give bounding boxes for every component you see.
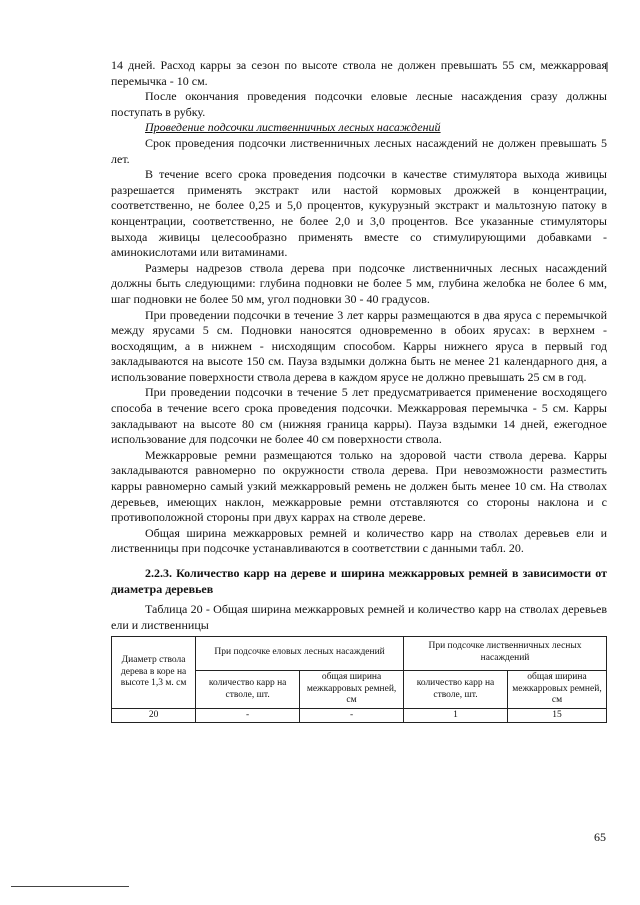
subheader-spruce-count: количество карр на стволе, шт. bbox=[196, 671, 300, 709]
paragraph-10: Общая ширина межкарровых ремней и количество карр на стволах деревьев ели и лиственницы при подсочке устанавливаются в соответствии с данными табл. 20. bbox=[111, 525, 607, 556]
subheader-spruce-width: общая ширина межкарровых ремней, см bbox=[300, 671, 404, 709]
paragraph-6: Размеры надрезов ствола дерева при подсочке лиственничных лесных насаждений должны быть следующими: глубина подновки не более 5 мм, глубина желобка не более 6 мм, шаг подновки не более 50 мм, угол подновки 30 - 40 градусов. bbox=[111, 260, 607, 306]
table-caption: Таблица 20 - Общая ширина межкарровых ремней и количество карр на стволах деревьев ели и лиственницы bbox=[111, 602, 607, 632]
paragraph-7: При проведении подсочки в течение 3 лет карры размещаются в два яруса с перемычкой между ярусами 5 см. Подновки наносятся одновременно в обоих ярусах: в верхнем - восходящим, а в нижнем - нисходящим способом. Карры нижнего яруса в первый год закладываются на высоте 150 см. Пауза вздымки должна быть не менее 21 календарного дня, а использование поверхности ствола дерева в каждом ярусе не должно превышать 25 см в год. bbox=[111, 307, 607, 384]
subheading-larch: Проведение подсочки лиственничных лесных насаждений bbox=[145, 120, 441, 135]
table-20 bbox=[111, 636, 607, 723]
subheader-larch-width: общая ширина межкарровых ремней, см bbox=[507, 671, 606, 709]
document-page bbox=[111, 58, 607, 723]
cell-spruce-width: - bbox=[300, 708, 404, 723]
header-spruce: При подсочке еловых лесных насаждений bbox=[196, 637, 404, 671]
subheader-larch-count: количество карр на стволе, шт. bbox=[404, 671, 508, 709]
paragraph-1: 14 дней. Расход карры за сезон по высоте ствола не должен превышать 55 см, межкарровая перемычка - 10 см. bbox=[111, 58, 607, 88]
header-larch: При подсочке лиственничных лесных насаждений bbox=[404, 637, 607, 671]
header-diameter: Диаметр ствола дерева в коре на высоте 1,3 м. см bbox=[112, 637, 196, 709]
cell-diameter: 20 bbox=[112, 708, 196, 723]
paragraph-2: После окончания проведения подсочки еловые лесные насаждения сразу должны поступать в рубку. bbox=[111, 89, 607, 119]
section-heading: 2.2.3. Количество карр на дереве и ширина межкарровых ремней в зависимости от диаметра деревьев bbox=[111, 566, 607, 596]
page-number: 65 bbox=[594, 830, 606, 844]
table-header-row bbox=[112, 637, 607, 671]
footnote-rule bbox=[11, 886, 129, 887]
cell-larch-width: 15 bbox=[507, 708, 606, 723]
paragraph-5: В течение всего срока проведения подсочки в качестве стимулятора выхода живицы разрешается применять экстракт или настой кормовых дрожжей в концентрации, соответственно, не более 0,25 и 5,0 процентов, кукурузный экстракт и мальтозную патоку в концентрации, соответственно, не более 2,0 и 3,0 процентов. Все указанные стимуляторы выхода живицы целесообразно применять вместе со стимулирующими добавками - аминокислотами или витаминами. bbox=[111, 167, 607, 260]
paragraph-8: При проведении подсочки в течение 5 лет предусматривается применение восходящего способа в течение всего срока проведения подсочки. Межкарровая перемычка - 5 см. Карры закладывают на высоте 80 см (нижняя граница карры). Пауза вздымки 14 дней, ежегодное использование для подсочки не более 40 см поверхности ствола. bbox=[111, 385, 607, 447]
cell-spruce-count: - bbox=[196, 708, 300, 723]
paragraph-4: Срок проведения подсочки лиственничных лесных насаждений не должен превышать 5 лет. bbox=[111, 135, 607, 166]
table-row bbox=[112, 708, 607, 723]
paragraph-9: Межкарровые ремни размещаются только на здоровой части ствола дерева. Карры закладываются равномерно по окружности ствола дерева. При невозможности разместить карры равномерно самый узкий межкарровый ремень не должен быть менее 10 см. На стволах деревьев, имеющих наклон, межкарровые ремни отставляются со стороны наклона и с противоположной стороны при двух каррах на стволе дереве. bbox=[111, 447, 607, 525]
cell-larch-count: 1 bbox=[404, 708, 508, 723]
